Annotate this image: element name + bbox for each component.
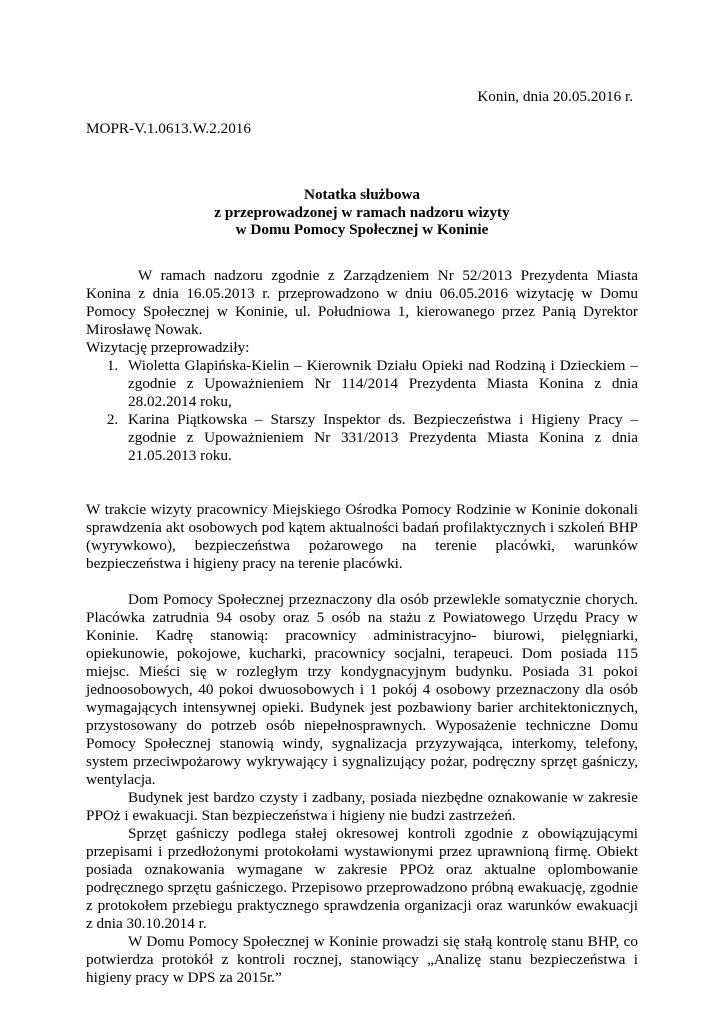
document-body <box>86 267 638 987</box>
cleanliness-paragraph: Budynek jest bardzo czysty i zadbany, posiada niezbędne oznakowanie w zakresie PPOż i ewakuacji. Stan bezpieczeństwa i higieny nie budzi zastrzeżeń. <box>86 789 638 824</box>
inspector-item: 1. Wioletta Glapińska-Kielin – Kierownik Działu Opieki nad Rodziną i Dzieckiem – zgodnie z Upoważnieniem Nr 114/2014 Prezydenta Miasta Konina z dnia 28.02.2014 roku, <box>122 357 638 411</box>
place-and-date: Konin, dnia 20.05.2016 r. <box>477 88 633 105</box>
inspector-item: 2. Karina Piątkowska – Starszy Inspektor ds. Bezpieczeństwa i Higieny Pracy – zgodnie z Upoważnieniem Nr 331/2013 Prezydenta Miasta Konina z dnia 21.05.2013 roku. <box>122 411 638 465</box>
title-line-2: z przeprowadzonej w ramach nadzoru wizyty <box>214 203 510 221</box>
document-title <box>86 186 638 239</box>
inspectors-list <box>86 357 638 465</box>
spacer <box>86 465 638 501</box>
title-line-3: w Domu Pomocy Społecznej w Koninie <box>235 221 489 238</box>
description-paragraph: Dom Pomocy Społecznej przeznaczony dla osób przewlekle somatycznie chorych. Placówka zatrudnia 94 osoby oraz 5 osób na stażu z Powiatowego Urzędu Pracy w Koninie. Kadrę stanowią: pracownicy administracyjno- biurowi, pielęgniarki, opiekunowie, pokojowe, kucharki, pracownicy socjalni, terapeuci. Dom posiada 115 miejsc. Mieści się w rozległym trzy kondygnacyjnym budynku. Posiada 31 pokoi jednoosobowych, 40 pokoi dwuosobowych i 1 pokój 4 osobowy przeznaczony dla osób wymagających intensywnej opieki. Budynek jest pozbawiony barier architektonicznych, przystosowany do potrzeb osób niepełnosprawnych. Wyposażenie techniczne Domu Pomocy Społecznej stanowią windy, sygnalizacja przyzywająca, interkomy, telefony, system przeciwpożarowy wykrywający i sygnalizujący pożar, podręczny sprzęt gaśniczy, wentylacja. <box>86 591 638 788</box>
reference-number: MOPR-V.1.0613.W.2.2016 <box>86 120 251 137</box>
fire-equipment-paragraph: Sprzęt gaśniczy podlega stałej okresowej kontroli zgodnie z obowiązującymi przepisami i przedłożonymi protokołami wystawionymi przez uprawnioną firmę. Obiekt posiada oznakowania wymagane w zakresie PPOż oraz aktualne oplombowanie podręcznego sprzętu gaśniczego. Przepisowo przeprowadzono próbną ewakuację, zgodnie z protokołem przebiegu praktycznego sprawdzenia organizacji oraz warunków ewakuacji z dnia 30.10.2014 r. <box>86 825 638 932</box>
title-line-1: Notatka służbowa <box>303 186 421 203</box>
bhp-control-paragraph: W Domu Pomocy Społecznej w Koninie prowadzi się stałą kontrolę stanu BHP, co potwierdza protokół z kontroli rocznej, stanowiący „Analizę stanu bezpieczeństwa i higieny pracy w DPS za 2015r.” <box>86 933 638 986</box>
spacer <box>86 573 638 591</box>
inspectors-label: Wizytację przeprowadziły: <box>86 339 250 356</box>
intro-paragraph: W ramach nadzoru zgodnie z Zarządzeniem Nr 52/2013 Prezydenta Miasta Konina z dnia 16.05.2013 r. przeprowadzono w dniu 06.05.2016 wizytację w Domu Pomocy Społecznej w Koninie, ul. Południowa 1, kierowanego przez Panią Dyrektor Mirosławę Nowak. <box>86 267 638 338</box>
scope-paragraph: W trakcie wizyty pracownicy Miejskiego Ośrodka Pomocy Rodzinie w Koninie dokonali sprawdzenia akt osobowych pod kątem aktualności badań profilaktycznych i szkoleń BHP (wyrywkowo), bezpieczeństwa pożarowego na terenie placówki, warunków bezpieczeństwa i higieny pracy na terenie placówki. <box>86 501 638 572</box>
